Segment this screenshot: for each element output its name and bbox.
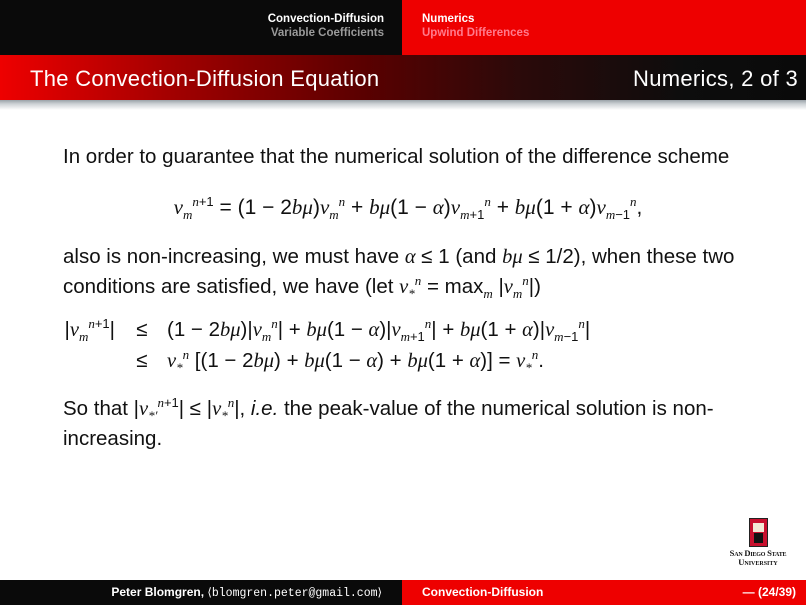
title-shadow-divider bbox=[0, 100, 806, 110]
conditions-text: (and bbox=[449, 245, 503, 268]
frame-title: The Convection-Diffusion Equation bbox=[30, 66, 380, 91]
bound-derivation bbox=[63, 314, 753, 376]
leq-symbol: ≤ bbox=[136, 318, 148, 341]
nav-section-title[interactable]: Convection-Diffusion bbox=[267, 13, 384, 25]
conclusion-text: , bbox=[239, 397, 251, 420]
nav-section-numerics[interactable] bbox=[422, 12, 529, 40]
nav-subsection-variable-coefficients[interactable]: Variable Coefficients bbox=[270, 27, 384, 39]
logo-text-line1: San Diego State bbox=[729, 548, 787, 558]
conclusion-text: the peak-value of the numerical solution is non-increasing. bbox=[63, 397, 714, 450]
logo-text-line2: University bbox=[738, 557, 778, 567]
frame-title-bar bbox=[0, 55, 806, 100]
derivation-line-2: ≤ $v_*^n$ $[(1 - 2b\mu) + b\mu(1 - \alpha) + b\mu(1 + \alpha)] = v_*^n$. bbox=[63, 345, 753, 376]
footer-email: ⟨blomgren.peter@gmail.com⟩ bbox=[207, 587, 382, 600]
ie-abbrev: i.e. bbox=[250, 397, 279, 420]
frame-subtitle: Numerics, 2 of 3 bbox=[633, 66, 798, 91]
nav-left-panel bbox=[0, 0, 402, 55]
difference-scheme-equation: $v_m^{n+1} = (1 - 2b\mu)v_m^n + b\mu(1 - \alpha)v_{m+1}^n + b\mu(1 + \alpha)v_{m-1}^n$, bbox=[173, 194, 643, 223]
nav-right-panel bbox=[402, 0, 806, 55]
section-navigation bbox=[0, 0, 806, 55]
intro-paragraph: In order to guarantee that the numerical solution of the difference scheme bbox=[63, 145, 730, 168]
derivation-line-1: $|v_m^{n+1}|$ ≤ $(1 - 2b\mu)|v_m^n| + b\mu(1 - \alpha)|v_{m+1}^n| + b\mu(1 + \alpha)|v_{m-1}^n|$ bbox=[64, 315, 591, 344]
nav-section-convection-diffusion[interactable] bbox=[268, 12, 384, 40]
sdsu-shield-icon bbox=[749, 518, 768, 547]
nav-subsection-upwind-differences[interactable]: Upwind Differences bbox=[422, 27, 530, 39]
footer-title-panel bbox=[402, 580, 806, 605]
conclusion-paragraph: So that $|v_{*'}^{n+1}| \le |v_*^n|$, i.e. the peak-value of the numerical solution is non-increasing. bbox=[63, 395, 714, 450]
footer-short-title: Convection-Diffusion bbox=[422, 585, 544, 599]
footer-author: Peter Blomgren, bbox=[111, 585, 205, 599]
footer-bar bbox=[0, 580, 806, 605]
conditions-text: ) bbox=[534, 275, 541, 298]
footer-page-number: — (24/39) bbox=[742, 585, 796, 599]
conclusion-text: So that bbox=[63, 397, 134, 420]
footer-author-panel bbox=[0, 580, 402, 605]
slide-body bbox=[63, 142, 753, 453]
nav-section-title[interactable]: Numerics bbox=[422, 13, 475, 25]
leq-symbol: ≤ bbox=[136, 349, 148, 372]
conditions-paragraph: also is non-increasing, we must have α ≤ 1 (and bμ ≤ 1/2), when these two conditions are satisfied, we have (let $v_*^n = \max_m |v_m^n|$) bbox=[63, 245, 735, 302]
conditions-text: also is non-increasing, we must have bbox=[63, 245, 405, 268]
conditions-text: ), when these two conditions are satisfied, we have (let bbox=[63, 245, 735, 298]
sdsu-logo bbox=[718, 518, 798, 568]
